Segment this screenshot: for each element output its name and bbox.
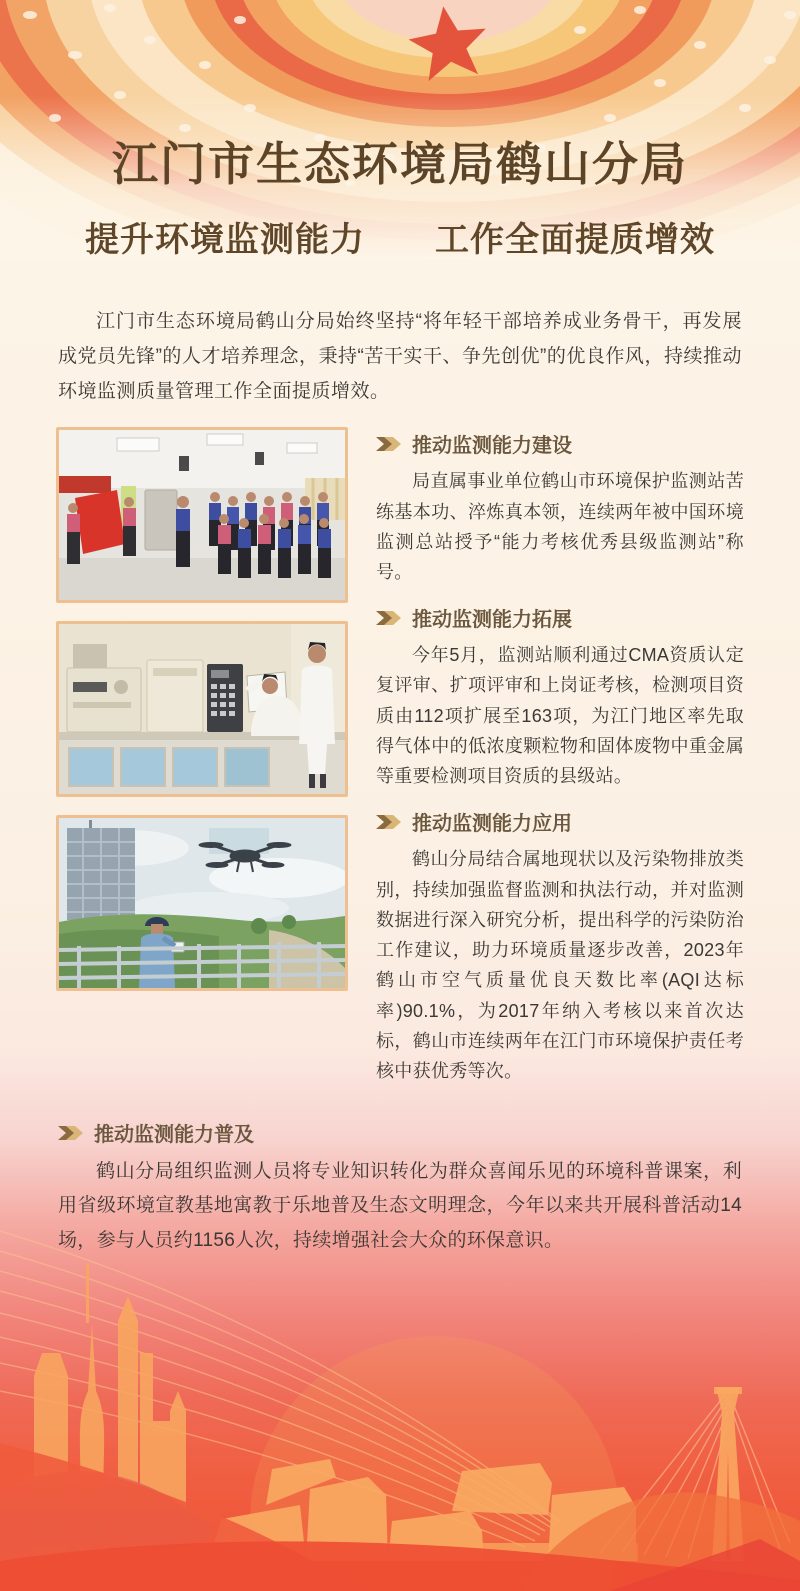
section-body: 今年5月，监测站顺利通过CMA资质认定复评审、扩项评审和上岗证考核，检测项目资质由112项扩展至163项，为江门地区率先取得气体中的低浓度颗粒物和固体废物中重金属等重要检测项目资质的县级站。 — [376, 645, 744, 787]
photo-oath-ceremony-art — [59, 430, 345, 600]
section-heading — [376, 603, 744, 632]
section-heading — [376, 429, 744, 458]
section-heading-label: 推动监测能力普及 — [94, 1124, 254, 1147]
text-column — [376, 427, 744, 1102]
section-puji — [58, 1118, 742, 1258]
photo-drone-art — [59, 818, 345, 988]
building — [67, 820, 135, 920]
arrow-bullet-icon — [376, 436, 402, 452]
photo-laboratory-art — [59, 624, 345, 794]
section-body: 鹤山分局组织监测人员将专业知识转化为群众喜闻乐见的环境科普课案，利用省级环境宣教基地寓教于乐地普及生态文明理念，今年以来共开展科普活动14场，参与人员约1156人次，持续增强社会大众的环保意识。 — [58, 1161, 742, 1251]
section-heading-label: 推动监测能力建设 — [412, 435, 572, 458]
section-yingyong — [376, 807, 744, 1086]
section-heading — [376, 807, 744, 836]
section-tuozhan — [376, 603, 744, 791]
photo-oath-ceremony — [56, 427, 348, 603]
intro-paragraph: 江门市生态环境局鹤山分局始终坚持“将年轻干部培养成业务骨干，再发展成党员先锋”的人才培养理念，秉持“苦干实干、争先创优”的优良作风，持续推动环境监测质量管理工作全面提质增效。 — [58, 311, 742, 402]
page-subtitle: 提升环境监测能力 工作全面提质增效 — [85, 221, 715, 259]
section-heading-label: 推动监测能力拓展 — [412, 609, 572, 632]
arrow-bullet-icon — [376, 610, 402, 626]
photo-laboratory — [56, 621, 348, 797]
arrow-bullet-icon — [58, 1125, 84, 1141]
section-heading — [58, 1118, 742, 1147]
two-column-layout — [56, 427, 744, 1102]
section-jianshe — [376, 429, 744, 587]
section-body: 鹤山分局结合属地现状以及污染物排放类别，持续加强监督监测和执法行动，并对监测数据进行深入研究分析，提出科学的污染防治工作建议，助力环境质量逐步改善，2023年鹤山市空气质量优良天数比率(AQI达标率)90.1%，为2017年纳入考核以来首次达标，鹤山市连续两年在江门市环境保护责任考核中获优秀等次。 — [376, 849, 744, 1082]
section-heading-label: 推动监测能力应用 — [412, 813, 572, 836]
arrow-bullet-icon — [376, 814, 402, 830]
page-title: 江门市生态环境局鹤山分局 — [112, 138, 688, 190]
photo-column — [56, 427, 350, 1102]
section-body: 局直属事业单位鹤山市环境保护监测站苦练基本功、淬炼真本领，连续两年被中国环境监测总站授予“能力考核优秀县级监测站”称号。 — [376, 471, 744, 582]
photo-drone-monitoring — [56, 815, 348, 991]
